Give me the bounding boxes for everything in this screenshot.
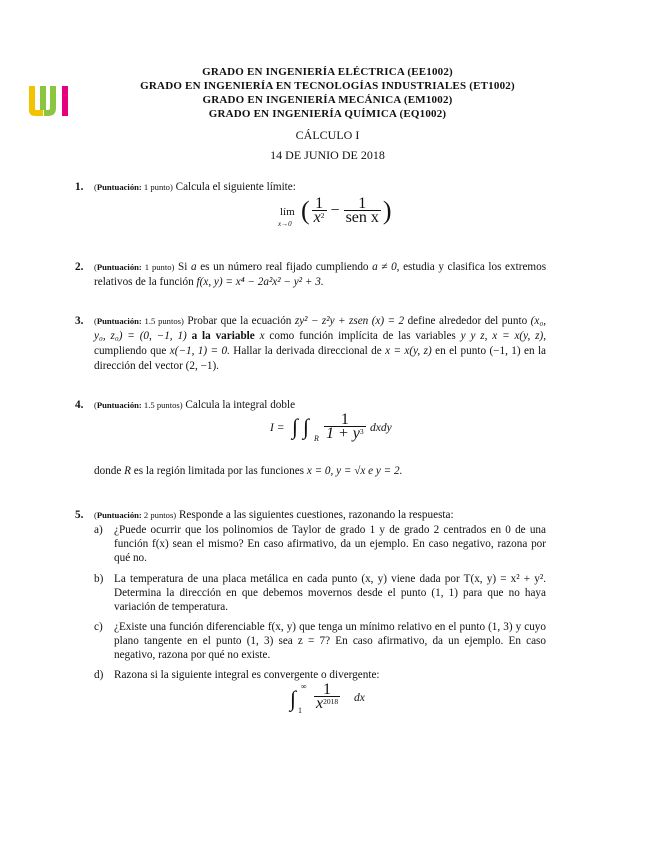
integral-sign: ∫ — [290, 686, 297, 711]
score-tag: (Puntuación: 1 punto) — [94, 262, 175, 272]
question-4: 4. (Puntuación: 1.5 puntos) Calcula la integral doble — [75, 399, 296, 411]
fraction-1-over-x2: $\frac{1}{x^2}$ — [313, 195, 325, 226]
degree-line-1: GRADO EN INGENIERÍA ELÉCTRICA (EE1002) — [202, 66, 453, 78]
question-number: 5. — [75, 509, 84, 521]
sub-question-c: c) ¿Existe una función diferenciable f(x, y) que tenga un mínimo relativo en el punto (1, 3) y cuyo plano tangente en el punto (1, 3) sea z = 7? En caso afirmativo, da un ejemplo. En caso negativo, razona por qué no existe. — [94, 621, 546, 662]
function-expression: f(x, y) = x⁴ − 2a²x² − y² + 3. — [196, 276, 324, 288]
sub-question-a: a) ¿Puede ocurrir que los polinomios de Taylor de grado 1 y de grado 2 centrados en 0 de una función f(x) sean el mismo? En caso afirmativo, da un ejemplo. En caso negativo, razona por qué no. — [94, 524, 546, 565]
integral-differential: dxdy — [370, 422, 392, 434]
score-tag: (Puntuación: 1.5 puntos) — [94, 400, 183, 410]
left-paren: ( — [301, 196, 310, 225]
score-tag: (Puntuación: 2 puntos) — [94, 510, 177, 520]
lim-subscript: x→0 — [278, 220, 292, 228]
question-number: 2. — [75, 261, 84, 273]
integral-upper-limit: ∞ — [301, 682, 307, 691]
score-tag: (Puntuación: 1 punto) — [94, 182, 173, 192]
double-integral-formula — [270, 412, 410, 448]
exam-date: 14 DE JUNIO DE 2018 — [270, 148, 385, 162]
lim-operator: lím — [280, 206, 295, 218]
integral-lhs: I = — [270, 422, 285, 434]
question-text: Calcula el siguiente límite: — [175, 181, 296, 193]
question-1 — [75, 180, 546, 195]
limit-expression: ( $\frac{1}{x^2}$ − $\frac{1}{\text{sen x}}$ ) — [301, 195, 392, 226]
question-number: 3. — [75, 315, 84, 327]
integral-lower-limit: 1 — [298, 706, 302, 715]
improper-integral-formula — [290, 682, 380, 720]
degree-line-2: GRADO EN INGENIERÍA EN TECNOLOGÍAS INDUSTRIALES (ET1002) — [140, 80, 515, 92]
limit-formula — [270, 196, 400, 236]
score-tag: (Puntuación: 1.5 puntos) — [94, 316, 184, 326]
integrand-fraction: $\frac{1}{1 + y^3}$ — [326, 411, 364, 442]
question-number: 4. — [75, 399, 84, 411]
integrand-fraction: $\frac{1}{x^{2018}}$ — [316, 681, 339, 712]
integral-sign-1: ∫ — [292, 414, 299, 439]
right-paren: ) — [382, 196, 392, 225]
fraction-1-over-senx: $\frac{1}{\text{sen x}}$ — [345, 195, 379, 226]
sub-question-d: d) Razona si la siguiente integral es convergente o divergente: — [94, 669, 380, 681]
question-number: 1. — [75, 181, 84, 193]
question-3: 3. (Puntuación: 1.5 puntos) Probar que la ecuación zy² − z²y + zsen (x) = 2 define alrededor del punto (x₀, y₀, z₀) = (0, −1, 1) a la variable x como función implícita de las variables y y z, x = x(y, z), cumpliendo que x(−1, 1) = 0. Hallar la derivada direccional de x = x(y, z) en el punto (−1, 1) en la dirección del vector (2, −1). — [75, 315, 547, 372]
degree-line-3: GRADO EN INGENIERÍA MECÁNICA (EM1002) — [202, 94, 453, 106]
integral-differential: dx — [354, 692, 365, 704]
region-subscript: R — [314, 434, 319, 443]
degree-line-4: GRADO EN INGENIERÍA QUÍMICA (EQ1002) — [208, 108, 447, 120]
sub-question-b: b) La temperatura de una placa metálica en cada punto (x, y) viene dada por T(x, y) = x² + y². Determina la dirección en que debemos movernos desde el punto (1, 1) para que no haya variación de temperatura. — [94, 573, 546, 614]
integral-sign-2: ∫ — [303, 414, 310, 439]
question-4-region: donde R es la región limitada por las funciones x = 0, y = √x e y = 2. — [94, 465, 403, 477]
question-5: 5. (Puntuación: 2 puntos) Responde a las siguientes cuestiones, razonando la respuesta: — [75, 509, 454, 521]
subject-title: CÁLCULO I — [295, 128, 360, 142]
question-2: 2. (Puntuación: 1 punto) Si a es un número real fijado cumpliendo a ≠ 0, estudia y clasifica los extremos relativos de la función f(x, y) = x⁴ − 2a²x² − y² + 3. — [75, 261, 547, 288]
